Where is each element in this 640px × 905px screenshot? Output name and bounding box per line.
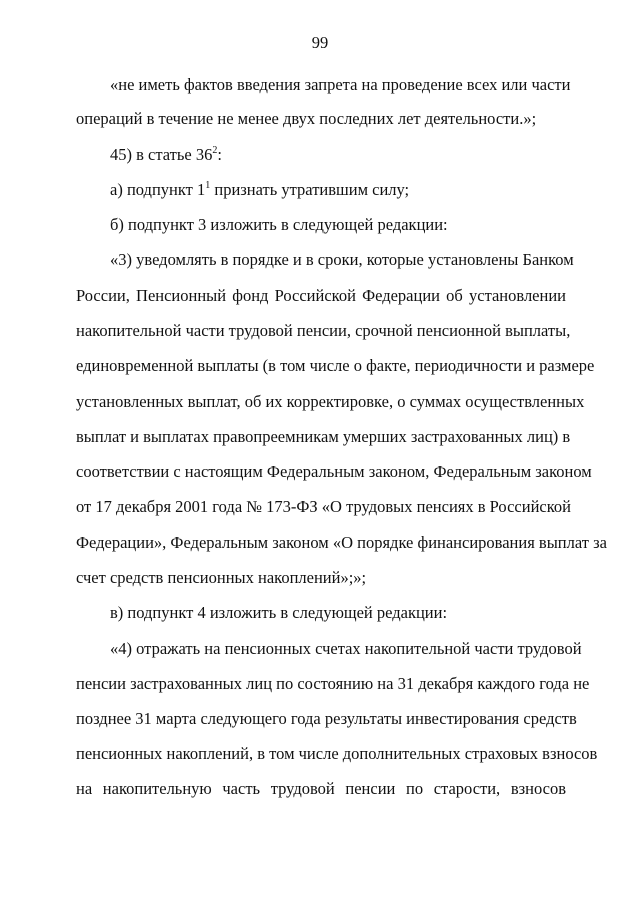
text-line xyxy=(110,145,566,165)
text-line: соответствии с настоящим Федеральным законом, Федеральным законом xyxy=(76,462,592,481)
text-line: «4) отражать на пенсионных счетах накопительной части трудовой xyxy=(110,639,582,658)
text-line: б) подпункт 3 изложить в следующей редакции: xyxy=(110,215,448,234)
text-line: установленных выплат, об их корректировке, о суммах осуществленных xyxy=(76,392,585,411)
text-line: выплат и выплатах правопреемникам умерших застрахованных лиц) в xyxy=(76,427,571,446)
text-line: в) подпункт 4 изложить в следующей редакции: xyxy=(110,603,448,622)
text-line: пенсии застрахованных лиц по состоянию на 31 декабря каждого года не xyxy=(76,674,590,693)
text-line-main: 45) в статье 36 xyxy=(110,145,213,164)
text-line: от 17 декабря 2001 года № 173-ФЗ «О трудовых пенсиях в Российской xyxy=(76,497,571,516)
text-line: пенсионных накоплений, в том числе дополнительных страховых взносов xyxy=(76,744,598,763)
superscript: 1 xyxy=(205,179,211,191)
text-line-tail: признать утратившим силу; xyxy=(210,180,410,199)
text-line: единовременной выплаты (в том числе о факте, периодичности и размере xyxy=(76,356,595,375)
text-line: «не иметь фактов введения запрета на проведение всех или части xyxy=(110,75,571,94)
page-number: 99 xyxy=(311,33,329,52)
superscript: 2 xyxy=(212,144,218,156)
text-line-tail: : xyxy=(217,145,222,164)
text-line: позднее 31 марта следующего года результаты инвестирования средств xyxy=(76,709,577,728)
text-line: счет средств пенсионных накоплений»;»; xyxy=(76,568,367,587)
text-line: Федерации», Федеральным законом «О порядке финансирования выплат за xyxy=(76,533,607,552)
text-line-main: а) подпункт 1 xyxy=(110,180,206,199)
text-line: на накопительную часть трудовой пенсии по старости, взносов xyxy=(76,779,566,798)
text-line: накопительной части трудовой пенсии, срочной пенсионной выплаты, xyxy=(76,321,571,340)
text-line: «3) уведомлять в порядке и в сроки, которые установлены Банком xyxy=(110,250,574,269)
text-line xyxy=(110,180,566,200)
text-line: России, Пенсионный фонд Российской Федерации об установлении xyxy=(76,286,566,305)
text-line: операций в течение не менее двух последних лет деятельности.»; xyxy=(76,109,537,128)
